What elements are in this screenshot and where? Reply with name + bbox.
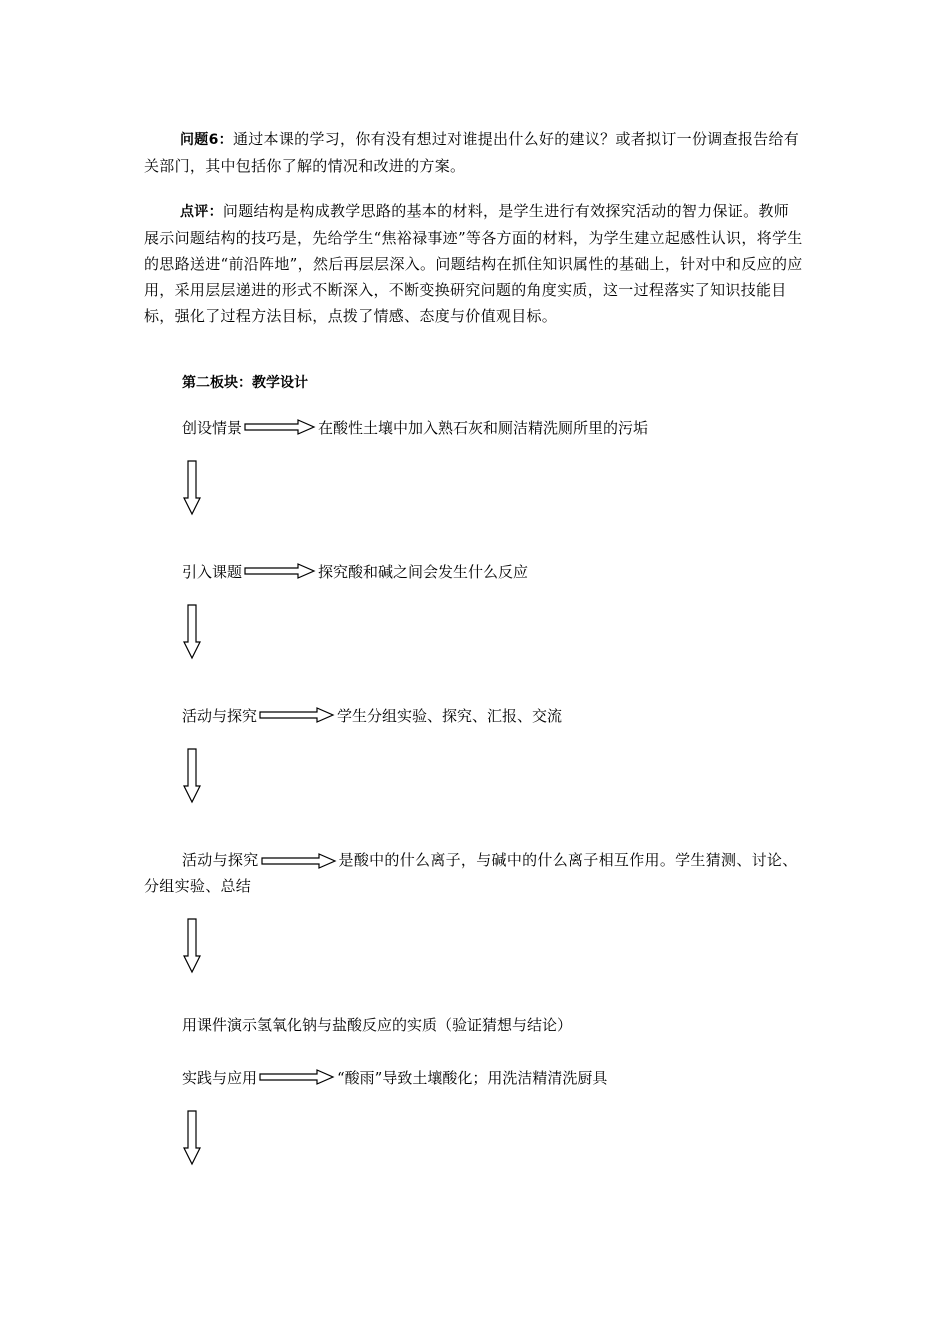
comment-text: 问题结构是构成教学思路的基本的材料，是学生进行有效探究活动的智力保证。教师展示问题结构的技巧是，先给学生“焦裕禄事迹”等各方面的材料，为学生建立起感性认识，将学生的思路送进“前沿阵地”，然后再层层深入。问题结构在抓住知识属性的基础上，针对中和反应的应用，采用层层递进的形式不断深入，不断变换研究问题的角度实质，这一过程落实了知识技能目标，强化了过程方法目标，点拨了情感、态度与价值观目标。: [144, 202, 803, 325]
comment-paragraph: [144, 198, 804, 329]
flow-step-2-desc: 探究酸和碱之间会发生什么反应: [318, 562, 529, 581]
flow-step-2-label: 引入课题: [182, 562, 243, 581]
flow-step-1-label: 创设情景: [182, 418, 243, 437]
flow-step-4: [144, 847, 804, 899]
right-arrow-icon: [244, 419, 316, 435]
flow-step-3-label: 活动与探究: [182, 706, 258, 725]
flow-step-3: [182, 702, 562, 728]
comment-label: 点评：: [180, 204, 223, 220]
down-arrow-icon: [183, 460, 201, 516]
flow-step-5-desc: “酸雨”导致土壤酸化；用洗洁精清洗厨具: [337, 1068, 608, 1087]
flow-step-3-desc: 学生分组实验、探究、汇报、交流: [337, 706, 563, 725]
question-6-paragraph: [144, 126, 804, 179]
down-arrow-icon: [183, 918, 201, 974]
down-arrow-icon: [183, 604, 201, 660]
section-2-title: 第二板块：教学设计: [182, 375, 308, 391]
question-6-label: 问题6：: [180, 132, 233, 148]
question-6-text: 通过本课的学习，你有没有想过对谁提出什么好的建议？或者拟订一份调查报告给有关部门，其中包括你了解的情况和改进的方案。: [144, 130, 800, 175]
flow-step-4-label: 活动与探究: [182, 851, 259, 869]
flow-step-5-label: 实践与应用: [182, 1068, 258, 1087]
right-arrow-icon: [244, 563, 316, 579]
right-arrow-icon: [259, 707, 335, 723]
flow-step-1: [182, 414, 648, 440]
flow-step-1-desc: 在酸性土壤中加入熟石灰和厕洁精洗厕所里的污垢: [318, 418, 649, 437]
down-arrow-icon: [183, 748, 201, 804]
flow-demo: 用课件演示氢氧化钠与盐酸反应的实质（验证猜想与结论）: [182, 1016, 573, 1034]
right-arrow-icon: [259, 1069, 335, 1085]
flow-step-2: [182, 558, 528, 584]
right-arrow-icon: [261, 853, 337, 869]
down-arrow-icon: [183, 1110, 201, 1166]
flow-step-4-desc: 是酸中的什么离子，与碱中的什么离子相互作用。学生猜测、讨论、分组实验、总结: [144, 851, 798, 895]
flow-step-5: [182, 1064, 607, 1090]
